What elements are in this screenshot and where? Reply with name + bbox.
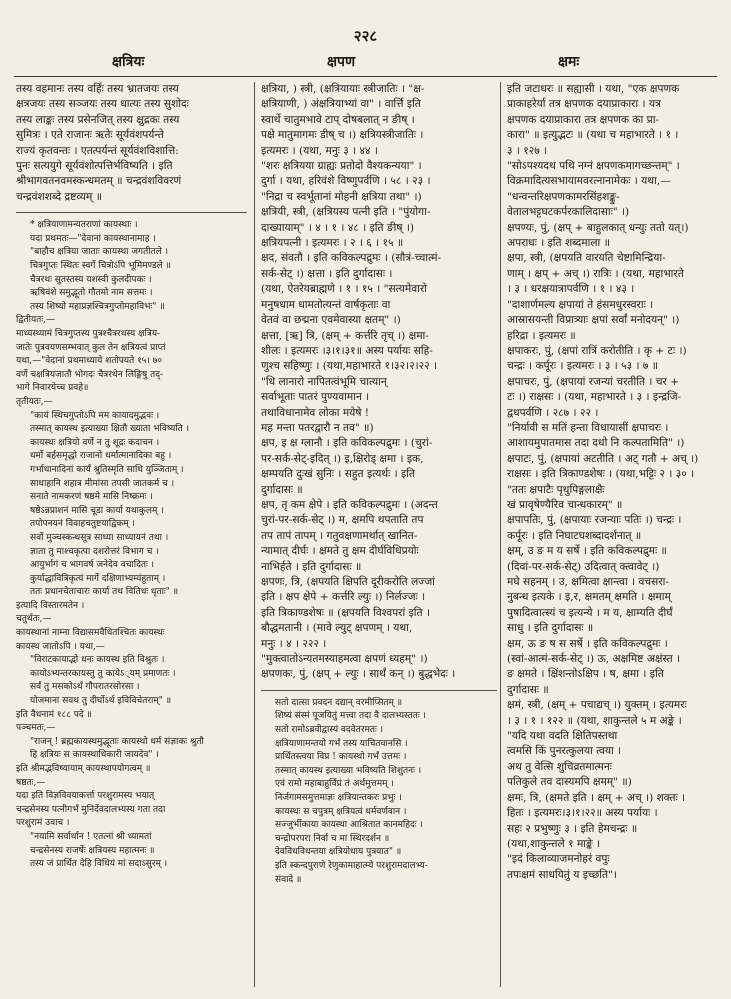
entry-line: "इदं किलाव्याजमनोहरं वपुः [507,853,610,866]
verse-line: गर्भाधानादिनां कार्यं श्रुतिस्मृति साधि युञ्जिताम् । [30,464,184,475]
entry-line: द्वधपर्वणि । २८७ । २२ । [507,406,599,419]
entry-line: (दिवां-पर-सर्क-सेट्) उदित्वात् क्त्वावेट् ।) [507,560,660,573]
verse-line: "राजन् ! ब्रह्मकायस्थमुद्भूताः कायस्थो धर्म संज्ञाकः श्रुतौ [30,736,204,747]
entry-line: क्षत्रियपत्नी । इत्यमरः । २ । ६ । १५ ॥ [261,237,404,250]
entry-line: "सोऽपश्यदथ पथि नग्नं क्षपणकमागच्छन्तम्" । [507,160,680,173]
verse-line: "विराटकायाद्भो धनः कायस्थ इति विश्रुतः । [30,655,165,666]
footnote-line: प्रार्थितस्त्वया विप्र ! कायस्थो गर्भं उत्तमः । [275,752,407,763]
footnote-line: एवं रामो महाबाहुर्विप्रं तं अर्थमुत्तमम् । [275,779,394,790]
entry-line: तस्य वहमानः तस्य वर्हिः तस्य भ्रातजयः तस्य [16,83,179,95]
entry-line: चन्द्रः । कर्पूरः । इत्यमरः । ३ । ५३ । ७ ॥ [507,360,659,373]
entry-line: प्राकाहरेर्या तत्र क्षपणक दयाप्राकारा । यत्र [507,98,661,111]
entry-line: क्षपाचरः, पुं, (क्षपायां रजन्यां चरतीति । चर + [507,375,680,388]
verse-line: ज्ञाता तु माश्चकृत्पा दशरोत्तरं विभाग च । [30,546,159,557]
entry-line: त्वमसि किं पुनरत्कुलया त्वया । [507,745,622,758]
headword-center: क्षपण [327,54,356,70]
entry-line: क्षत्रियाणी, ) अंक्षत्रियाभ्यां वा" । वार्त्ति इति [261,98,421,111]
entry-line: साधु । इति दुर्गादासः ॥ [507,622,594,635]
footnote-line: * क्षत्रियाणामन्यतराणां कायस्थाः । [30,220,138,231]
headword-left: क्षत्रियः [112,54,145,70]
footnote-line: तस्मात् कायस्थ इत्याख्या भविष्यति शिशुतनः । [275,765,422,776]
entry-line: नाभिर्हते । इति दुर्गादासः ॥ [261,560,362,573]
footnote-line: भागे निवारयेच्च प्रवहे॥ [16,383,89,394]
section-label: षष्ठतः,— [16,777,46,788]
section-label: चतुर्थतः,— [16,614,52,625]
footnote-line: यदा इति विज्ञविवयाकर्त्ता परशुरामस्य भयात् [16,791,155,802]
entry-line: "धन्वन्तरिक्षपणकामरसिंहशङ्कु- [507,190,620,203]
entry-line: राक्षसः । इति त्रिकाण्डशेषः । (यथा,भट्टिः २ । ३० । [507,468,695,481]
entry-line: क्षपणकः, पुं, (क्षप् + ल्युः । सार्थं कन् ।) बुद्धभेदः । [261,668,456,681]
entry-line: नुबन्ध इत्यके । इ,र, क्षमतम् क्षमति । क्षमाम् [507,591,671,604]
entry-line: क्षत्ता, [ऋ] त्रि, (क्षम् + कर्त्तरि तृच् ।) क्षमा- [261,329,429,342]
entry-line: क्षपापतिः, पुं, (क्षपायाः रजन्याः पतिः ।) चन्द्रः । [507,514,682,527]
entry-line: बौद्धमतानी । (मावे ल्युट् क्षपणम् । यथा, [261,622,413,635]
entry-line: अथ तु वेत्सि शुचिव्रतमात्मनः [507,760,612,773]
entry-line: दुर्गा । यथा, हरिवंशे विष्णुपर्वणि । ५८ । २३ । [261,175,431,188]
footnote-line: इत्यादि विस्तारमतेन । [16,600,85,611]
verse-line: सर्वं तु मसकोऽर्थं गौपरातरसोरसा । [30,682,140,693]
entry-line: पतिकुले तव दास्यमपि क्षमम्" ॥) [507,776,632,789]
footnote-line: इति श्रीमद्भविष्यायाम् कायस्थापयोगत्वम् ॥ [16,764,151,774]
entry-line: सहः २ प्रभुष्णुः ३ । इति हेमचन्द्रः ॥ [507,822,638,835]
entry-line: तस्य लाङ्कः तस्य प्रसेनजित् तस्य क्षुद्रकः तस्य [16,113,180,126]
verse-line: सनाते नामकरणं षष्ठमे मासि निष्क्रमः । [30,492,153,503]
verse-line: कुर्याद्धावित्रिकृत्यं मार्गे दक्षिणाभ्यम्यंहुताम् । [30,573,166,584]
entry-line: विक्रमादित्यसभायामवरत्नानामेकः । यथा,— [507,175,671,188]
entry-line: । ३ । १ । १२२ ॥ (यथा, शाकुन्तले ५ म अङ्के । [507,714,682,727]
entry-line: (यथा,शाकुन्तले १ माङ्के । [507,837,601,850]
entry-line: सर्क-सेट् ।) क्षत्ता । इति दुर्गादासः । [261,267,393,280]
entry-line: पर-सर्क-सेट्-इदित् ।) इ,क्षिरोड् क्षमा । इक, [261,452,424,465]
section-label: द्वितीयतः,— [16,315,55,326]
footnote-line: तस्य शिष्यो महाप्रज्ञश्चित्रगुप्तोमहाविभः" ॥ [30,301,165,312]
entry-line: क्षपणः, त्रि, (क्षपयति क्षिपति दूरीकरोति लज्जां [261,576,435,588]
entry-line: (स्वां-आत्मं-सर्क-सेट् ।) ऊ, अक्षमिष्ट अक्षंस्त । [507,653,681,666]
entry-line: "दाशार्णमल्य क्षपायां ते हंसमधुरस्वराः । [507,298,654,311]
entry-line: चन्द्रवंशशब्दे द्रष्टव्यम् ॥ [16,190,103,203]
footnote-line: यथा,—"वेदानां प्रथमाध्याये शतोपयते १५। ७० [16,356,163,367]
footnote-line: चित्रगुप्तः स्थितः स्वर्गे चित्रोऽपि भूमिमण्डले ॥ [30,261,172,272]
verse-line: धर्मो बर्हसमृद्धो राजानो धर्मात्मानादिका बहु । [30,451,172,462]
entry-line: मनुषधाम धामतोत्यन्तं वार्षकृताः वा [261,298,391,311]
entry-line: मघे सहनम् । उ, क्षमित्वा क्षान्त्वा । वचसरा- [507,576,669,588]
entry-line: णुश्च सहिष्णुः । (यथा,महाभारते १।३२।२।२२ । [261,360,438,373]
entry-line: पक्षे मातुमागमः डीष् च ।) क्षत्रियस्त्रीजातिः । [261,129,424,142]
footnote-line: चन्द्रोपरपरा निर्वा च मा स्थिरदर्शन ॥ [275,833,390,844]
footnote-line: वर्णे चक्षत्रियजातौ भोगदः चैत्ररथेन लिङ्गिषु तद्- [16,369,164,380]
entry-line: मह मन्ता पतरद्वारौ न तव" ॥) [261,421,374,434]
entry-line: कर्पूरः । इति निघाटघशब्दादर्शनात् ॥ [507,529,642,542]
verse-line: कायस्थः क्षत्रियो वर्णे न तु शूद्रः कदाचन । [30,437,160,448]
entry-line: अपराधः । इति शब्दमाला ॥ [507,237,611,250]
entry-line: "मुक्त्वातोऽन्यतमस्याहमत्वा क्षपणं ध्यहम्" ।) [261,653,428,666]
verse-line: साधाहानि शहात्र मीमांसा तपसी जातकर्म च । [30,478,175,489]
entry-line: "निर्यावी स मतिं हन्ता विधायासीं क्षपाचरः । [507,421,669,434]
entry-line: राज्यं कृतवन्तः । एतत्पर्यन्तं सूर्यवंशविशात्ति: [16,144,179,157]
footnote-line: चन्द्रसेनस्य पत्नीगर्भं मुनिर्देवदालभ्यस्य गता तदा [16,804,166,815]
footnote-rule [16,212,247,213]
footnote-line: देवविधविधन्तया क्षत्रियोधाय पुत्रयात" ॥ [275,847,402,858]
entry-line: सर्वाभूताः पातरं पुण्यवामान । [261,391,370,404]
entry-line: क्षमं, स्त्री, (क्षम् + पचाद्यच् ।) युक्तम् । इत्यमरः [507,699,687,712]
verse-line: सर्वो मुञ्चस्कन्धसूत्र साध्या साध्यायनं तथा । [30,532,169,543]
entry-line: तपःक्षमं साधयितुं य इच्छति"। [507,868,617,881]
entry-line: तथाविधानामेव लोका मयेषे ! [261,406,370,419]
entry-line: टः ।) राक्षसः । (यथा, महाभारते । ३ । इन्द्रजि- [507,391,682,404]
entry-line: श्रीभागवतनवमस्कन्धमतम् ॥ चन्द्रवंशविवरणं [16,175,182,188]
entry-line: क्षपा, स्त्री, (क्षपयति वारयति चेष्टामिन्द्रिया- [507,252,666,265]
column-right [500,82,723,987]
entry-line: क्षप, तृ कम क्षेपे । इति कविकल्पद्रुमः । (अदन्त [261,498,438,511]
entry-line: क्षपणक दयाप्राकारा तत्र क्षपणक का प्रा- [507,113,660,126]
entry-line: क्षम, ऊ ङ ष स सर्षे । इति कविकल्पद्रुमः । [507,637,668,650]
verse-line: हि क्षत्रियः स कायस्थाधिकारी जायदेव" । [30,750,159,761]
footnote-line: निर्जगामसमुत्तमाज्ञः क्षत्रियान्तकरः प्रभुः । [275,793,402,803]
verse-line: "नयामि सर्वार्थान ! एतत्नां श्री ध्यामतां [30,831,152,842]
footnote-line: शिष्यं संस्मं पूजयितुं मत्त्वा तदा वै दालभ्यस्ततः । [275,711,426,722]
verse-line: "कायं स्थिचगुप्तोऽपि मम कायादमुद्भवः । [30,410,160,421]
footnote-line: कायस्थानां नाम्ना विद्यासमवैधितश्चितः कायस्थः [16,628,165,639]
footnote-line: माध्यस्थ्यामं चित्रगुप्तस्य पुत्रश्चैत्ररथस्य क्षत्रिय- [16,329,161,339]
verse-line: चन्द्रसेनस्य राजर्षेः क्षत्रियस्य महात्मनः ॥ [30,845,155,856]
page-number: २२८ [353,27,378,45]
footnote-line: संवादे ॥ [275,874,302,885]
verse-line: तस्मात् कायस्थ इत्याख्या क्षितौ ख्याता भविष्यति । [30,424,190,435]
footnote-line: ऋषिवंशे समुद्भूतो गौतमो नाम सत्तमः । [30,288,153,299]
entry-line: "यदि यथा वदति क्षितिपस्तथा [507,730,618,743]
entry-line: क्षपाकरः, पुं, (क्षपां रात्रिं करोतीति । कृ + टः ।) [507,344,687,357]
entry-line: क्षम्पयति दुःखं सुनिः । सहुत इत्यर्थः । इति [261,468,416,481]
section-label: पञ्चमतः,— [16,723,56,734]
footnote-line: जातेः पुत्रवयणसम्भवात् कुल तेन क्षत्रियत्वं प्राप्तं [16,342,166,353]
verse-line: षष्ठेऽन्नप्राशनं मासि चूडा कार्या यथाकुलम् । [30,505,164,516]
entry-line: क्षमः, त्रि, (क्षमते इति । क्षम् + अच् ।) शक्तः । [507,791,686,804]
footnote-line: इति स्कन्दपुराणे रेणुकामाहात्म्ये परशुरामदालभ्य- [275,860,428,871]
entry-line: मनुः । ४ । २२२ । [261,637,327,650]
footnote-rule [261,690,497,691]
entry-line: आस्रासयन्ती विप्रात्र्याः क्षपां सर्वां मनोदयन्" ।) [507,314,680,327]
entry-line: (यथा, ऐतरेयब्राह्मणे । १ । १५ । "सत्यमेवारो [261,283,427,296]
entry-line: सुमित्रः । एते राजानः ऋतेः सूर्यवंशपर्यन्ते [16,129,164,142]
entry-line: चुरां-पर-सर्क-सेट् ।) म, क्षमपि थपताति तप [261,514,424,527]
entry-line: वेतालभट्टघटकर्परकालिदासाः" ।) [507,206,630,219]
entry-line: क्षप, इ क्ष ग्लानौ । इति कविकल्पद्रुमः । (चुरां- [261,437,433,450]
entry-line: दुर्गादासः ॥ [261,483,303,496]
entry-line: खं प्रावृषेण्यैरिव चान्धकारम्" ॥ [507,498,623,511]
entry-line: आशायमुपातमास तदा दधो नि कल्पतामिति" ।) [507,437,685,450]
entry-line: हरिद्रा । इत्यमरः ॥ [507,329,576,342]
entry-line: कारा" ॥ इत्युद्भटः ॥ (यथा च महाभारते । १ । [507,129,679,142]
footnote-line: यदा प्रथमतः—"देवानां कायस्थानामाह । [30,233,156,244]
footnote-line: सज्जुर्भीकाया कायस्था आश्रितात कानमहिदः । [275,820,423,831]
entry-line: क्षपाटः, पुं, (क्षपायां अटतीति । अट् गतौ + अच् ।) [507,452,699,465]
verse-line: ततः प्रधानचेताचारः कार्या तथ वितिधः धृताः" ॥ [30,587,179,598]
headword-right: क्षमः [558,54,580,70]
entry-line: क्षम्, उ ङ म य सर्षे । इति कविकल्पद्रुमः ॥ [507,545,667,558]
entry-line: क्षत्रियी, स्त्री, (क्षत्रियस्य पत्नी इति । "पुंयोगा- [261,206,431,219]
entry-line: पुनः सत्ययुगे सूर्यवंशोत्पत्तिर्भविष्यति । इति [16,160,173,173]
entry-line: णाम् । क्षप् + अच् ।) रात्रिः । (यथा, महाभारते [507,267,684,280]
entry-line: "ततः क्षपाटैः पृथुपिङ्गलाक्षैः [507,483,605,496]
footnote-line: सतो दात्सा प्रवदन दद्यान् वरमीप्सितम् ॥ [275,697,403,708]
entry-line: इत्यमरः । (यथा, मनुः ३ । ४४ । [261,144,378,157]
entry-line: ३ । १२७ । [507,144,548,157]
entry-line: हितः । इत्यमरः।३।१।२२॥ अस्य पर्यायः । [507,807,658,820]
footnote-line: चैत्ररथः सुतस्तस्य यशस्वी कुलदीपकः । [30,274,152,285]
entry-line: पुषादित्वात्स्यं च इत्यन्ये । म य, क्षाम्यति दीर्घं [507,606,673,619]
entry-line: दाख्यायाम्" । ४ । १ । ४८ । इति ङीष् ।) [261,221,415,234]
verse-line: तस्य जं प्रार्थित देहि विधियं मां सदाऽसुरम् । [30,859,168,870]
footnote-line: "बाहौच क्षत्रिया जाताः कायस्था जगतीतले । [30,247,169,258]
verse-line: योजमाना सवथ तु दीर्घोऽर्थ इविविचेतराम्" ॥ [30,696,172,707]
section-label: तृतीयतः,— [16,396,53,407]
entry-line: न्यामात् दीर्घः । क्षमते तु क्षम दीर्घविधिप्रयोः [261,545,419,558]
entry-line: शीलः । इत्यमरः ।३।१।३१॥ अस्य पर्यायः सहि- [261,344,433,357]
verse-line: आयुर्भागं च भागवर्ष जनेदेव वचादितः । [30,560,155,571]
entry-line: ङ क्षमते । क्षिंशन्तोऽक्षिप । ष, क्षमा । इति [507,668,664,681]
entry-line: वेतवं वा छद्मना एवमेवास्या क्षतम्" ।) [261,314,401,327]
entry-line: । ३ । धरक्षयात्रापर्वणि । १ । ४३ । [507,283,635,296]
entry-line: "निद्रा च स्वर्भूतानां मोहनी क्षत्रिया तथा" ।) [261,190,422,203]
footnote-line: क्षत्रियाणामन्तयो गर्भं तस्य याचितवानसि । [275,738,408,749]
column-left [16,82,247,987]
entry-line: "शरः क्षत्रियया ग्राह्यः प्रतोदो वैश्यकन्यया" । [261,160,422,173]
verse-line: कायोऽभ्यन्तरकायस्तु तु कायेऽ्यम् प्रमाणतः । [30,668,176,679]
entry-line: तप तापं तापम् । गतुवक्षणामर्थात् खानित- [261,529,418,542]
entry-line: इति । क्षप क्षेपे + कर्त्तरि ल्युः ।) निर्लज्जः । [261,591,426,604]
entry-line: क्षपण्यः, पुं, (क्षप् + बाहुलकात् धन्युः ततो यत्।) [507,221,689,234]
header-rule [14,76,717,77]
footnote-line: इति वैधनामं १८८ पदे ॥ [16,709,92,720]
column-center [254,82,497,987]
entry-line: स्वार्थे चातुमभावे टाप् दोषबलात् न ङीष् । [261,113,415,126]
entry-line: क्षद, संवतौ । इति कविकल्पद्रुमः । (सौत्रं-च्चात्मं- [261,252,442,265]
entry-line: इति जटाधरः ॥ सह्यासी । यथा, "एक क्षपणक [507,83,680,95]
entry-line: क्षत्रिया, ) स्त्री, (क्षत्रियायाः स्त्रीजातिः । "क्ष- [261,83,425,95]
entry-line: इति त्रिकाण्डशेषः ॥ (क्षपयति विश्वपरां इति । [261,606,430,619]
footnote-line: कायस्थः स चपुत्रम् क्षत्रियत्वं धर्मवर्णवान । [275,806,407,817]
footnote-line: परशुरामं उवाच । [16,818,70,829]
verse-line: तपोपनयनं विवाहचतुष्टयाद्विकम् । [30,519,135,530]
footnote-line: सतो रामोऽब्रवीद्वास्यं वदवेतरमतः । [275,725,384,736]
entry-line: "धि लानारो नापितत्वंभूमि चात्यान् [261,375,387,388]
footnote-line: कायस्थ जातोऽपि । यथा,— [16,641,105,652]
entry-line: दुर्गादासः ॥ [507,683,549,696]
entry-line: क्षत्रजयः तस्य सञ्जयः तस्य धात्यः तस्य सुशोदः [16,98,189,111]
